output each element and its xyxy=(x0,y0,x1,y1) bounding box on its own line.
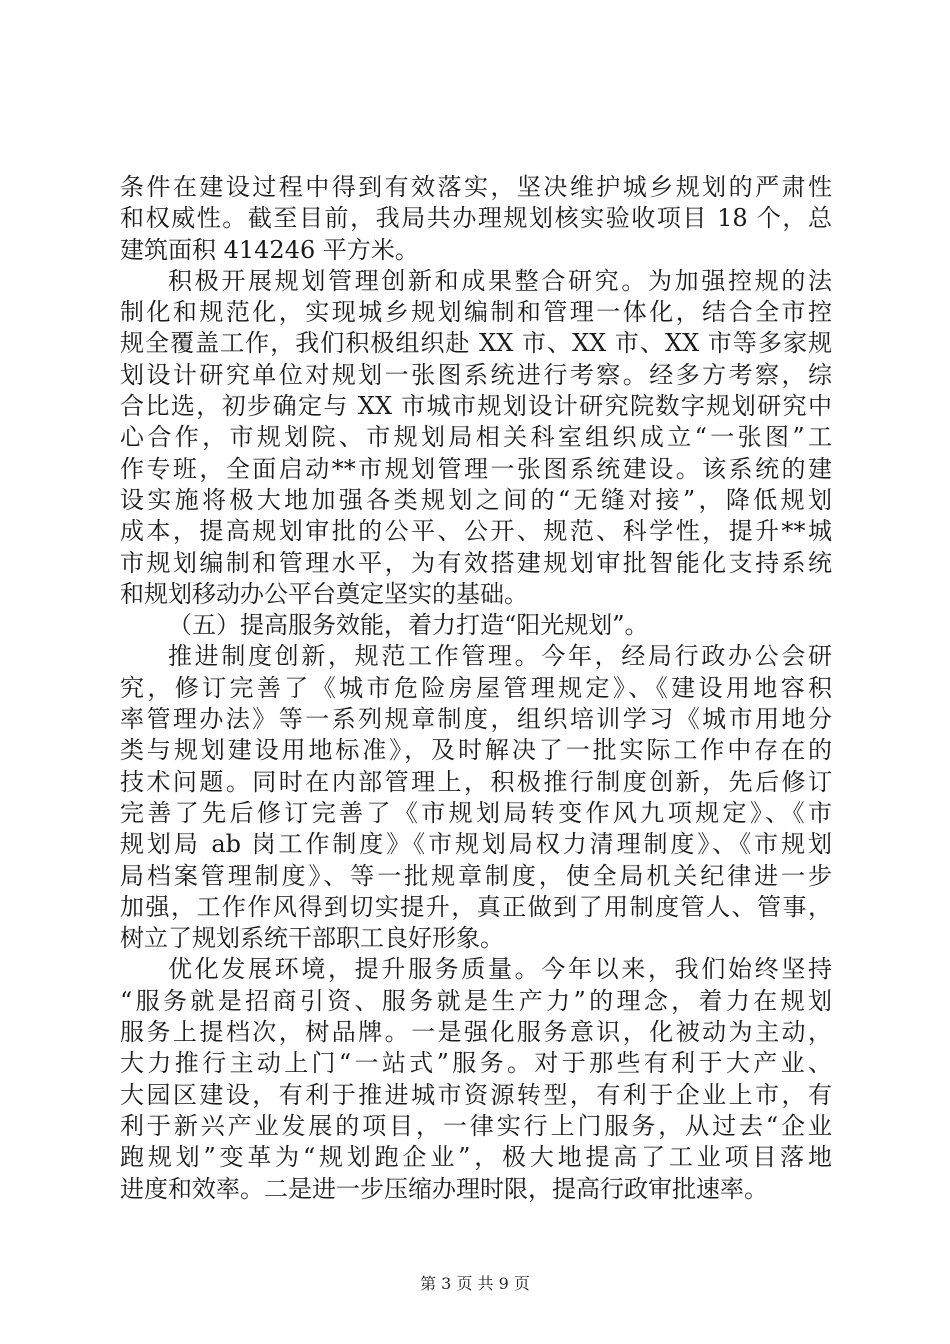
text-line: 规全覆盖工作，我们积极组织赴 XX 市、XX 市、XX 市等多家规 xyxy=(120,329,832,358)
text-line: 进度和效率。二是进一步压缩办理时限，提高行政审批速率。 xyxy=(120,1174,768,1203)
text-line: 合比选，初步确定与 XX 市城市规划设计研究院数字规划研究中 xyxy=(120,392,832,421)
text-line: 设实施将极大地加强各类规划之间的“无缝对接”，降低规划 xyxy=(120,485,832,514)
text-line: 加强，工作作风得到切实提升，真正做到了用制度管人、管事， xyxy=(120,892,832,921)
text-line: 心合作，市规划院、市规划局相关科室组织成立“一张图”工 xyxy=(120,423,832,452)
text-line: 率管理办法》等一系列规章制度，组织培训学习《城市用地分 xyxy=(120,705,832,734)
text-line: 大力推行主动上门“一站式”服务。对于那些有利于大产业、 xyxy=(120,1049,832,1078)
text-line: 推进制度创新，规范工作管理。今年，经局行政办公会研 xyxy=(168,642,832,671)
text-line: 局档案管理制度》、等一批规章制度，使全局机关纪律进一步 xyxy=(120,861,832,890)
text-line: 完善了先后修订完善了《市规划局转变作风九项规定》、《市 xyxy=(120,798,832,827)
text-line: 成本，提高规划审批的公平、公开、规范、科学性，提升**城 xyxy=(120,517,832,546)
text-line: 划设计研究单位对规划一张图系统进行考察。经多方考察，综 xyxy=(120,360,832,389)
text-line: 市规划编制和管理水平，为有效搭建规划审批智能化支持系统 xyxy=(120,548,832,577)
text-line: 和规划移动办公平台奠定坚实的基础。 xyxy=(120,579,528,608)
text-line: 跑规划”变革为“规划跑企业”，极大地提高了工业项目落地 xyxy=(120,1143,832,1172)
text-line: 技术问题。同时在内部管理上，积极推行制度创新，先后修订 xyxy=(120,767,832,796)
text-line: 大园区建设，有利于推进城市资源转型，有利于企业上市，有 xyxy=(120,1080,832,1109)
text-line: “服务就是招商引资、服务就是生产力”的理念，着力在规划 xyxy=(120,986,832,1015)
text-line: 树立了规划系统干部职工良好形象。 xyxy=(120,924,504,953)
text-line: 服务上提档次，树品牌。一是强化服务意识，化被动为主动， xyxy=(120,1018,832,1047)
text-line: 制化和规范化，实现城乡规划编制和管理一体化，结合全市控 xyxy=(120,298,832,327)
text-line: 利于新兴产业发展的项目，一律实行上门服务，从过去“企业 xyxy=(120,1111,832,1140)
text-line: 究，修订完善了《城市危险房屋管理规定》、《建设用地容积 xyxy=(120,673,832,702)
text-line: （五）提高服务效能，着力打造“阳光规划”。 xyxy=(168,611,649,640)
text-line: 优化发展环境，提升服务质量。今年以来，我们始终坚持 xyxy=(168,955,832,984)
text-line: 建筑面积 414246 平方米。 xyxy=(120,235,419,264)
text-line: 规划局 ab 岗工作制度》《市规划局权力清理制度》、《市规划 xyxy=(120,830,832,859)
text-line: 作专班，全面启动**市规划管理一张图系统建设。该系统的建 xyxy=(120,454,832,483)
text-line: 和权威性。截至目前，我局共办理规划核实验收项目 18 个，总 xyxy=(120,204,832,233)
text-line: 积极开展规划管理创新和成果整合研究。为加强控规的法 xyxy=(168,266,832,295)
text-line: 类与规划建设用地标准》，及时解决了一批实际工作中存在的 xyxy=(120,736,832,765)
page-footer: 第 3 页 共 9 页 xyxy=(420,1274,530,1293)
body-text xyxy=(120,172,832,1205)
text-line: 条件在建设过程中得到有效落实，坚决维护城乡规划的严肃性 xyxy=(120,173,832,201)
